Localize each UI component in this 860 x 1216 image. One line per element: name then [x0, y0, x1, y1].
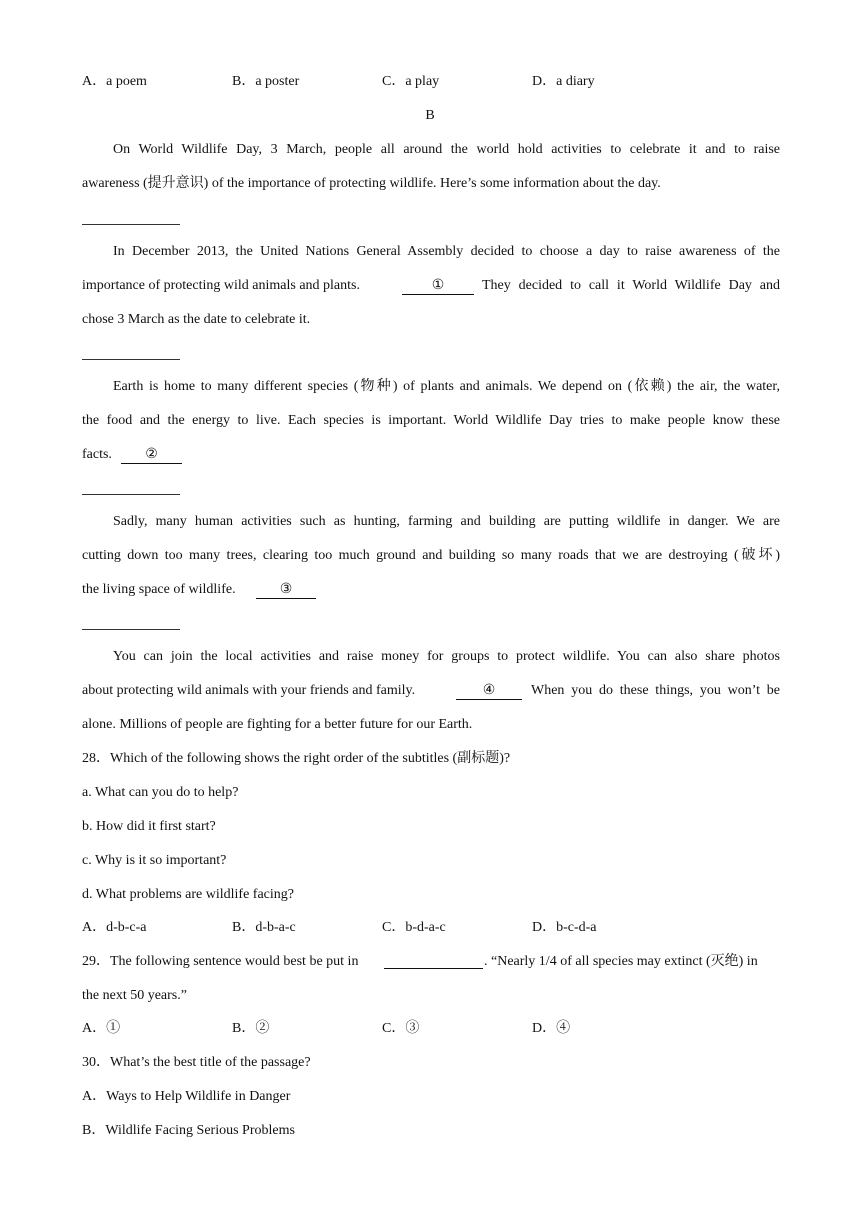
- p4-line-2-end: When you do these things, you won’t be: [531, 683, 780, 698]
- q28-option-d[interactable]: D．b-c-d-a: [532, 920, 597, 935]
- intro-line-2: awareness (提升意识) of the importance of protecting wildlife. Here’s some information about the day.: [82, 176, 661, 191]
- blank-4[interactable]: [456, 681, 522, 701]
- q29-option-a[interactable]: A．①: [82, 1021, 121, 1036]
- q28-option-b[interactable]: B．d-b-a-c: [232, 920, 296, 935]
- subtitle-blank-2: [82, 359, 180, 360]
- q28-item-d: d. What problems are wildlife facing?: [82, 887, 294, 902]
- intro-line-1: On World Wildlife Day, 3 March, people all around the world hold activities to celebrate it and to raise: [113, 142, 780, 157]
- blank-3-marker: ③: [256, 582, 316, 599]
- p2-line-3: facts.: [82, 447, 112, 462]
- p3-line-3: the living space of wildlife.: [82, 582, 236, 597]
- prev-option-d[interactable]: D．a diary: [532, 74, 595, 89]
- p1-line-3: chose 3 March as the date to celebrate it.: [82, 312, 311, 327]
- q28-item-c: c. Why is it so important?: [82, 853, 227, 868]
- p3-line-2: cutting down too many trees, clearing too much ground and building so many roads that we are destroying (破坏): [82, 548, 780, 563]
- q28-option-a[interactable]: A．d-b-c-a: [82, 920, 147, 935]
- q28-option-c[interactable]: C．b-d-a-c: [382, 920, 446, 935]
- q29-stem-start: 29．The following sentence would best be put in: [82, 954, 359, 969]
- q30-option-b[interactable]: B．Wildlife Facing Serious Problems: [82, 1123, 295, 1138]
- q29-option-b[interactable]: B．②: [232, 1021, 270, 1036]
- p2-line-1: Earth is home to many different species (物种) of plants and animals. We depend on (依赖) the air, the water,: [113, 379, 780, 394]
- subtitle-blank-1: [82, 224, 180, 225]
- blank-1-marker: ①: [402, 278, 474, 295]
- blank-1[interactable]: [402, 276, 474, 296]
- q29-stem-end: . “Nearly 1/4 of all species may extinct (灭绝) in: [484, 954, 758, 969]
- q28-item-b: b. How did it first start?: [82, 819, 216, 834]
- prev-option-a[interactable]: A．a poem: [82, 74, 147, 89]
- blank-2-marker: ②: [121, 447, 182, 464]
- blank-3[interactable]: [256, 580, 316, 600]
- q30-option-a[interactable]: A．Ways to Help Wildlife in Danger: [82, 1089, 291, 1104]
- blank-4-marker: ④: [456, 683, 522, 700]
- subtitle-blank-3: [82, 494, 180, 495]
- p1-line-1: In December 2013, the United Nations General Assembly decided to choose a day to raise awareness of the: [113, 244, 780, 259]
- p4-line-3: alone. Millions of people are fighting for a better future for our Earth.: [82, 717, 473, 732]
- p2-line-2: the food and the energy to live. Each species is important. World Wildlife Day tries to make people know these: [82, 413, 780, 428]
- prev-option-b[interactable]: B．a poster: [232, 74, 300, 89]
- q28-item-a: a. What can you do to help?: [82, 785, 239, 800]
- p4-line-1: You can join the local activities and raise money for groups to protect wildlife. You can also share photos: [113, 649, 780, 664]
- q28-stem: 28．Which of the following shows the right order of the subtitles (副标题)?: [82, 751, 511, 766]
- q29-stem-line-2: the next 50 years.”: [82, 988, 187, 1003]
- p1-line-2-start: importance of protecting wild animals and plants.: [82, 278, 360, 293]
- q30-stem: 30．What’s the best title of the passage?: [82, 1055, 311, 1070]
- blank-2[interactable]: [121, 445, 182, 465]
- q29-option-c[interactable]: C．③: [382, 1021, 420, 1036]
- section-label: B: [425, 108, 435, 123]
- p4-line-2-start: about protecting wild animals with your friends and family.: [82, 683, 416, 698]
- q29-option-d[interactable]: D．④: [532, 1021, 571, 1036]
- subtitle-blank-4: [82, 629, 180, 630]
- p1-line-2-end: They decided to call it World Wildlife Day and: [482, 278, 780, 293]
- q29-answer-blank[interactable]: [384, 952, 483, 976]
- prev-option-c[interactable]: C．a play: [382, 74, 440, 89]
- p3-line-1: Sadly, many human activities such as hunting, farming and building are putting wildlife in danger. We are: [113, 514, 780, 529]
